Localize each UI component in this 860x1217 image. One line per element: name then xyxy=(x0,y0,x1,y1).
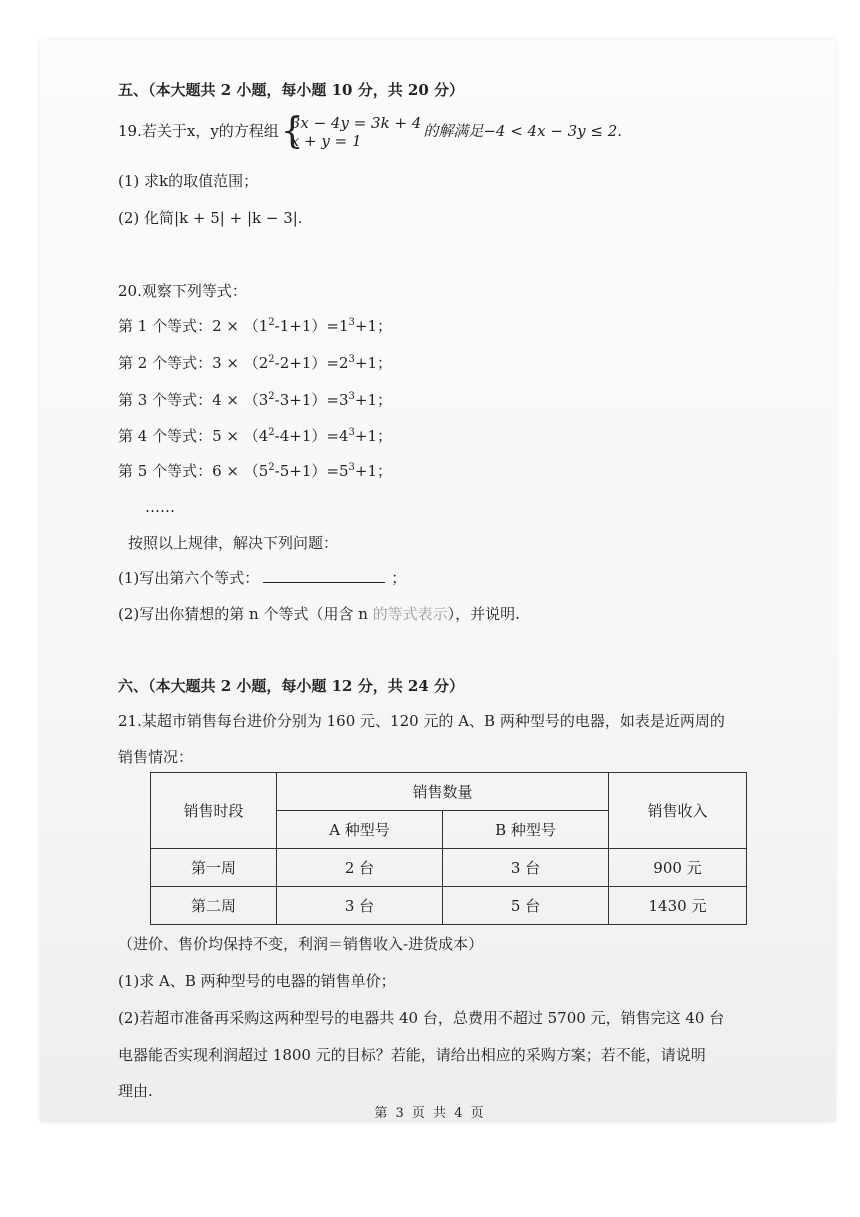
equation-part: 6 × （5 xyxy=(212,462,269,480)
exponent: 3 xyxy=(348,462,355,473)
q21-line-2: 销售情况： xyxy=(118,748,194,766)
equation-label: 第 3 个等式： xyxy=(118,391,213,409)
equation-part: -1+1）=1 xyxy=(274,317,349,335)
header-period: 销售时段 xyxy=(151,773,277,849)
equation-part: +1； xyxy=(354,427,393,445)
exponent: 3 xyxy=(348,391,355,402)
cell-period: 第一周 xyxy=(151,849,277,887)
equation-label: 第 5 个等式： xyxy=(118,462,213,480)
header-type-b: B 种型号 xyxy=(443,811,609,849)
q19-prefix: 19.若关于x，y的方程组 xyxy=(118,122,279,140)
ellipsis: …… xyxy=(145,498,175,516)
equation-part: 4 × （3 xyxy=(212,391,269,409)
equation-part: -4+1）=4 xyxy=(274,427,349,445)
equation-part: +1； xyxy=(354,391,393,409)
table-row xyxy=(151,887,747,925)
exponent: 2 xyxy=(268,317,275,328)
section-5-heading: 五、（本大题共 2 小题，每小题 10 分，共 20 分） xyxy=(118,81,465,99)
equation-part: +1； xyxy=(354,317,393,335)
q21-part-1: (1)求 A、B 两种型号的电器的销售单价； xyxy=(118,972,396,990)
exponent: 3 xyxy=(348,427,355,438)
q20-part-2-text: (2)写出你猜想的第 n 个等式（用含 n xyxy=(118,605,373,623)
q19-statement xyxy=(118,111,623,152)
q20-part-2-end: ），并说明. xyxy=(447,605,520,623)
equation-label: 第 2 个等式： xyxy=(118,354,213,372)
q20-part-2 xyxy=(118,603,520,625)
equation-part: -5+1）=5 xyxy=(274,462,349,480)
header-type-a: A 种型号 xyxy=(277,811,443,849)
cell-income: 900 元 xyxy=(609,849,747,887)
cell-a: 2 台 xyxy=(277,849,443,887)
q20-part-1-end: ； xyxy=(391,569,407,587)
cell-b: 3 台 xyxy=(443,849,609,887)
q20-intro: 20.观察下列等式： xyxy=(118,282,247,300)
q19-part-2: (2) 化简|k + 5| + |k − 3|. xyxy=(118,209,303,227)
answer-blank[interactable] xyxy=(263,568,385,583)
equation-part: 3 × （2 xyxy=(212,354,269,372)
equation-row xyxy=(118,389,392,411)
equation-row xyxy=(118,352,392,374)
exponent: 3 xyxy=(348,354,355,365)
q20-part-2-faded-text: 的等式表示 xyxy=(372,605,448,623)
q19-suffix: 的解满足−4 < 4x − 3y ≤ 2. xyxy=(423,122,623,140)
q20-part-1 xyxy=(118,567,406,589)
equation-system xyxy=(280,111,422,152)
q21-part-2-line-3: 理由. xyxy=(118,1082,153,1100)
header-income: 销售收入 xyxy=(609,773,747,849)
q21-line-1: 21.某超市销售每台进价分别为 160 元、120 元的 A、B 两种型号的电器，如表是近两周的 xyxy=(118,712,725,730)
cell-period: 第二周 xyxy=(151,887,277,925)
q21-note: （进价、售价均保持不变，利润＝销售收入-进货成本） xyxy=(118,935,484,953)
equation-label: 第 1 个等式： xyxy=(118,317,213,335)
q19-part-1: (1) 求k的取值范围； xyxy=(118,172,259,190)
equation-part: 2 × （1 xyxy=(212,317,269,335)
header-quantity: 销售数量 xyxy=(277,773,609,811)
equation-part: 5 × （4 xyxy=(212,427,269,445)
exponent: 3 xyxy=(348,317,355,328)
page-footer: 第 3 页 共 4 页 xyxy=(374,1106,486,1121)
equation-row xyxy=(118,460,392,482)
exponent: 2 xyxy=(268,354,275,365)
equation-label: 第 4 个等式： xyxy=(118,427,213,445)
equation-1: 3x − 4y = 3k + 4 xyxy=(290,114,422,132)
equation-row xyxy=(118,315,392,337)
section-6-heading: 六、（本大题共 2 小题，每小题 12 分，共 24 分） xyxy=(118,677,465,695)
brace-symbol: { xyxy=(280,111,304,152)
exponent: 2 xyxy=(268,462,275,473)
equation-part: +1； xyxy=(354,354,393,372)
sales-table xyxy=(150,772,747,925)
exponent: 2 xyxy=(268,427,275,438)
cell-income: 1430 元 xyxy=(609,887,747,925)
table-row xyxy=(151,849,747,887)
table-header-row xyxy=(151,773,747,811)
equation-part: -2+1）=2 xyxy=(274,354,349,372)
cell-a: 3 台 xyxy=(277,887,443,925)
cell-b: 5 台 xyxy=(443,887,609,925)
exponent: 2 xyxy=(268,391,275,402)
q20-instruction: 按照以上规律，解决下列问题： xyxy=(128,534,339,552)
q21-part-2-line-2: 电器能否实现利润超过 1800 元的目标？若能，请给出相应的采购方案；若不能，请说明 xyxy=(118,1046,706,1064)
equation-part: -3+1）=3 xyxy=(274,391,349,409)
equation-2: x + y = 1 xyxy=(290,132,362,150)
q20-part-1-text: (1)写出第六个等式： xyxy=(118,569,260,587)
equation-row xyxy=(118,425,392,447)
q21-part-2-line-1: (2)若超市准备再采购这两种型号的电器共 40 台，总费用不超过 5700 元，销售完这 40 台 xyxy=(118,1009,725,1027)
equation-part: +1； xyxy=(354,462,393,480)
